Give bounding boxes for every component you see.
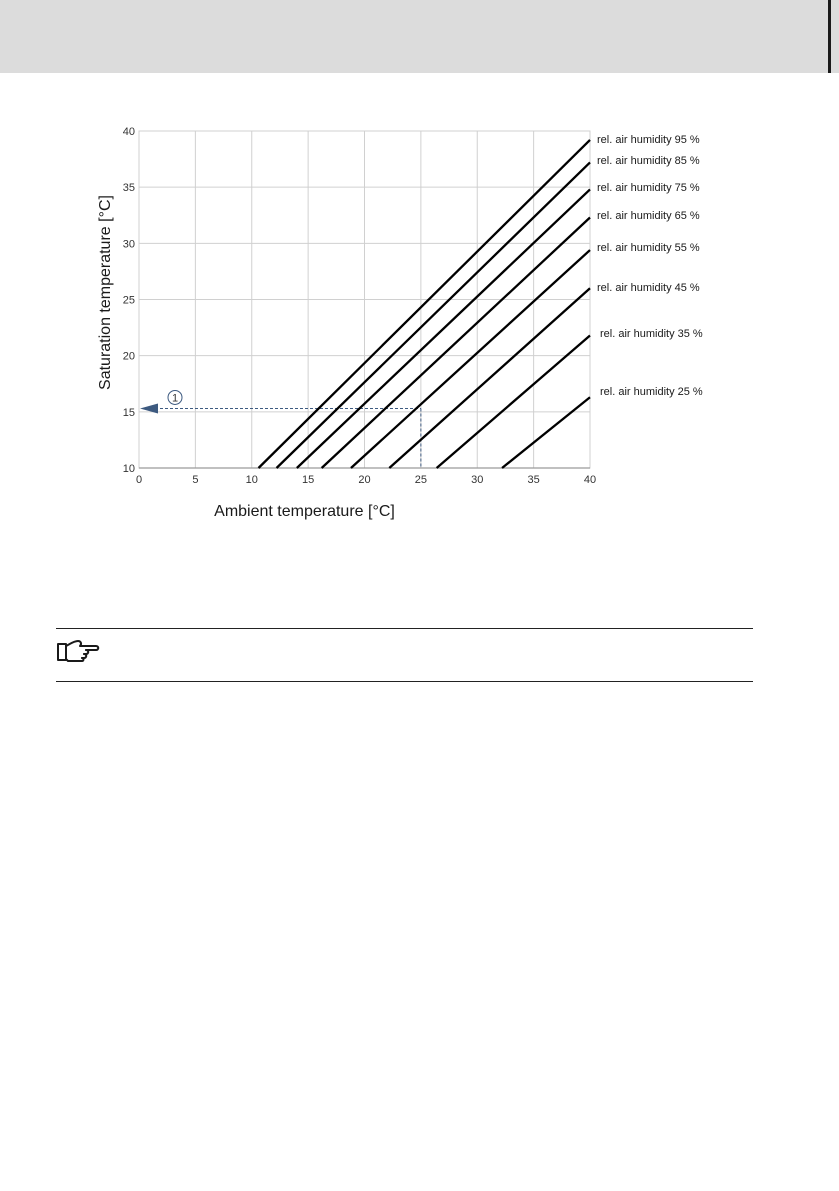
humidity-series-label: rel. air humidity 55 % xyxy=(597,242,700,254)
note-rule-top xyxy=(56,628,753,629)
x-tick-label: 30 xyxy=(471,474,484,486)
y-tick-label: 30 xyxy=(122,238,135,251)
humidity-series-label: rel. air humidity 25 % xyxy=(600,386,703,398)
y-tick-label: 35 xyxy=(122,182,135,195)
x-tick-label: 10 xyxy=(245,474,258,486)
x-tick-label: 5 xyxy=(192,474,199,486)
x-tick-label: 20 xyxy=(358,474,371,486)
page-header-edge-bar xyxy=(828,0,831,73)
humidity-series-label: rel. air humidity 85 % xyxy=(597,155,700,167)
annotation-callout-number: 1 xyxy=(171,392,179,405)
humidity-series-label: rel. air humidity 75 % xyxy=(597,182,700,194)
chart-grid xyxy=(139,131,590,468)
humidity-series-line xyxy=(277,162,590,468)
chart-annotation xyxy=(168,390,182,404)
x-tick-label: 40 xyxy=(583,474,597,486)
saturation-temperature-chart xyxy=(80,115,740,535)
x-tick-label: 15 xyxy=(302,474,315,486)
page-header-band xyxy=(0,0,839,73)
humidity-series-label: rel. air humidity 95 % xyxy=(597,134,700,146)
humidity-series-line xyxy=(502,397,590,468)
humidity-series-label: rel. air humidity 65 % xyxy=(597,210,700,222)
note-rule-bottom xyxy=(56,681,753,682)
x-tick-label: 0 xyxy=(135,474,143,486)
y-tick-label: 25 xyxy=(122,294,135,307)
pointing-hand-icon xyxy=(56,638,102,664)
x-tick-label: 35 xyxy=(527,474,540,486)
humidity-series-label: rel. air humidity 35 % xyxy=(600,328,703,340)
humidity-series-label: rel. air humidity 45 % xyxy=(597,282,700,294)
y-tick-label: 20 xyxy=(122,350,135,363)
chart-series-labels xyxy=(597,134,703,398)
x-tick-label: 25 xyxy=(414,474,427,486)
y-tick-label: 40 xyxy=(122,126,135,138)
y-tick-label: 15 xyxy=(122,406,135,419)
y-tick-label: 10 xyxy=(122,463,135,475)
x-axis-title: Ambient temperature [°C] xyxy=(214,503,395,520)
y-axis-title: Saturation temperature [°C] xyxy=(97,195,114,390)
